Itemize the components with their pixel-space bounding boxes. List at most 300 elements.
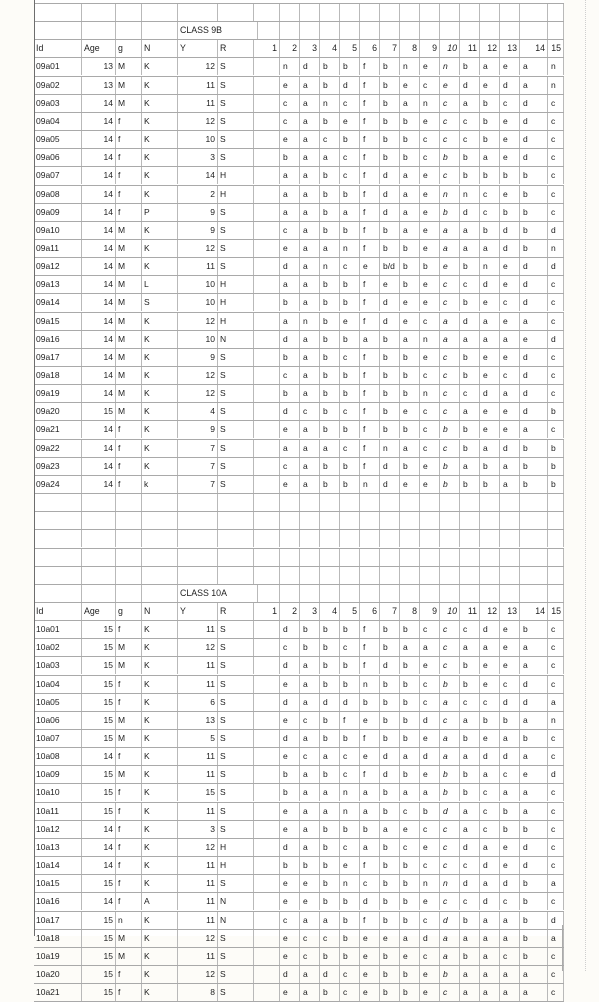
data-cell[interactable]: b [460, 258, 480, 275]
data-cell[interactable]: b [500, 712, 520, 729]
data-cell[interactable]: 9 [178, 222, 218, 239]
data-cell[interactable]: K [142, 966, 178, 983]
data-cell[interactable]: a [460, 458, 480, 475]
data-cell[interactable]: 14 [82, 294, 116, 311]
empty-cell[interactable] [254, 984, 280, 1001]
data-cell[interactable]: S [218, 222, 254, 239]
data-cell[interactable]: a [500, 331, 520, 348]
data-cell[interactable]: 11 [178, 893, 218, 910]
data-cell[interactable]: b [380, 875, 400, 892]
data-cell[interactable]: S [218, 821, 254, 838]
data-cell[interactable]: b [400, 113, 420, 130]
data-cell[interactable]: a [548, 875, 564, 892]
data-cell[interactable]: a [480, 639, 500, 656]
data-cell[interactable]: n [300, 313, 320, 330]
data-cell[interactable]: H [218, 167, 254, 184]
data-cell[interactable]: S [142, 294, 178, 311]
data-cell[interactable]: 3 [178, 149, 218, 166]
data-cell[interactable]: c [340, 839, 360, 856]
data-cell[interactable]: 15 [82, 621, 116, 638]
empty-cell[interactable] [520, 22, 548, 39]
data-cell[interactable]: b [460, 476, 480, 493]
data-cell[interactable]: b [440, 204, 460, 221]
data-cell[interactable]: S [218, 748, 254, 765]
data-cell[interactable]: b [520, 240, 548, 257]
data-cell[interactable]: b [548, 403, 564, 420]
data-cell[interactable]: b [380, 113, 400, 130]
data-cell[interactable]: c [480, 803, 500, 820]
data-cell[interactable]: c [440, 167, 460, 184]
data-cell[interactable]: e [500, 403, 520, 420]
data-cell[interactable]: 15 [82, 966, 116, 983]
data-cell[interactable]: b [380, 676, 400, 693]
data-cell[interactable]: 09a03 [34, 95, 82, 112]
data-cell[interactable]: a [400, 440, 420, 457]
data-cell[interactable]: f [116, 204, 142, 221]
data-cell[interactable]: 10 [178, 276, 218, 293]
data-cell[interactable]: c [280, 639, 300, 656]
data-cell[interactable]: 14 [82, 276, 116, 293]
data-cell[interactable]: M [116, 385, 142, 402]
data-cell[interactable]: e [400, 948, 420, 965]
empty-cell[interactable] [116, 549, 142, 566]
empty-cell[interactable] [548, 4, 564, 21]
data-cell[interactable]: f [360, 186, 380, 203]
data-cell[interactable]: a [500, 458, 520, 475]
data-cell[interactable]: f [116, 839, 142, 856]
empty-cell[interactable] [218, 512, 254, 529]
data-cell[interactable]: a [548, 694, 564, 711]
data-cell[interactable]: 09a24 [34, 476, 82, 493]
data-cell[interactable]: a [400, 186, 420, 203]
data-cell[interactable]: a [300, 821, 320, 838]
data-cell[interactable]: d [520, 403, 548, 420]
data-cell[interactable]: n [548, 240, 564, 257]
data-cell[interactable]: f [116, 676, 142, 693]
data-cell[interactable]: K [142, 131, 178, 148]
column-header[interactable]: R [218, 40, 254, 57]
data-cell[interactable]: b [380, 621, 400, 638]
empty-cell[interactable] [420, 585, 440, 602]
data-cell[interactable]: e [420, 893, 440, 910]
data-cell[interactable]: c [460, 276, 480, 293]
empty-cell[interactable] [254, 186, 280, 203]
empty-cell[interactable] [280, 549, 300, 566]
data-cell[interactable]: 09a10 [34, 222, 82, 239]
empty-cell[interactable] [360, 567, 380, 584]
data-cell[interactable]: N [218, 331, 254, 348]
data-cell[interactable]: b [340, 421, 360, 438]
data-cell[interactable]: K [142, 657, 178, 674]
data-cell[interactable]: c [440, 294, 460, 311]
data-cell[interactable]: e [420, 349, 440, 366]
data-cell[interactable]: c [300, 948, 320, 965]
empty-cell[interactable] [254, 821, 280, 838]
data-cell[interactable]: e [480, 676, 500, 693]
data-cell[interactable]: c [400, 803, 420, 820]
data-cell[interactable]: c [440, 367, 460, 384]
data-cell[interactable]: b [400, 857, 420, 874]
column-header[interactable]: 4 [320, 603, 340, 620]
data-cell[interactable]: b [440, 476, 460, 493]
empty-cell[interactable] [480, 494, 500, 511]
empty-cell[interactable] [440, 530, 460, 547]
data-cell[interactable]: b [520, 948, 548, 965]
data-cell[interactable]: c [548, 313, 564, 330]
empty-cell[interactable] [254, 367, 280, 384]
data-cell[interactable]: b [380, 857, 400, 874]
data-cell[interactable]: c [548, 113, 564, 130]
data-cell[interactable]: c [420, 421, 440, 438]
data-cell[interactable]: b [340, 222, 360, 239]
empty-cell[interactable] [254, 167, 280, 184]
data-cell[interactable]: a [400, 331, 420, 348]
data-cell[interactable]: S [218, 458, 254, 475]
data-cell[interactable]: e [380, 930, 400, 947]
data-cell[interactable]: a [320, 912, 340, 929]
data-cell[interactable]: n [116, 912, 142, 929]
data-cell[interactable]: f [360, 440, 380, 457]
data-cell[interactable]: c [280, 113, 300, 130]
data-cell[interactable]: a [480, 948, 500, 965]
empty-cell[interactable] [254, 948, 280, 965]
empty-cell[interactable] [142, 530, 178, 547]
data-cell[interactable]: a [480, 240, 500, 257]
data-cell[interactable]: f [116, 875, 142, 892]
data-cell[interactable]: e [280, 77, 300, 94]
empty-cell[interactable] [254, 4, 280, 21]
data-cell[interactable]: a [460, 930, 480, 947]
data-cell[interactable]: a [300, 784, 320, 801]
data-cell[interactable]: f [360, 367, 380, 384]
data-cell[interactable]: M [116, 712, 142, 729]
data-cell[interactable]: e [280, 984, 300, 1001]
empty-cell[interactable] [178, 530, 218, 547]
data-cell[interactable]: a [480, 984, 500, 1001]
data-cell[interactable]: 09a23 [34, 458, 82, 475]
data-cell[interactable]: a [440, 222, 460, 239]
empty-cell[interactable] [142, 549, 178, 566]
empty-cell[interactable] [548, 549, 564, 566]
empty-cell[interactable] [254, 240, 280, 257]
data-cell[interactable]: a [400, 204, 420, 221]
data-cell[interactable]: a [520, 657, 548, 674]
data-cell[interactable]: f [116, 476, 142, 493]
column-header[interactable]: Y [178, 40, 218, 57]
data-cell[interactable]: M [116, 331, 142, 348]
data-cell[interactable]: c [548, 167, 564, 184]
data-cell[interactable]: d [280, 403, 300, 420]
data-cell[interactable]: c [548, 349, 564, 366]
empty-cell[interactable] [280, 567, 300, 584]
data-cell[interactable]: a [500, 784, 520, 801]
data-cell[interactable]: a [460, 95, 480, 112]
data-cell[interactable]: 14 [82, 204, 116, 221]
data-cell[interactable]: d [548, 912, 564, 929]
column-header[interactable]: Age [82, 603, 116, 620]
data-cell[interactable]: a [500, 984, 520, 1001]
data-cell[interactable]: e [360, 712, 380, 729]
data-cell[interactable]: b [460, 766, 480, 783]
data-cell[interactable]: b [400, 131, 420, 148]
empty-cell[interactable] [254, 712, 280, 729]
empty-cell[interactable] [340, 494, 360, 511]
empty-cell[interactable] [460, 4, 480, 21]
data-cell[interactable]: f [116, 167, 142, 184]
data-cell[interactable]: 14 [82, 149, 116, 166]
data-cell[interactable]: 14 [178, 167, 218, 184]
data-cell[interactable]: 4 [178, 403, 218, 420]
data-cell[interactable]: c [500, 766, 520, 783]
data-cell[interactable]: e [280, 821, 300, 838]
data-cell[interactable]: a [300, 349, 320, 366]
data-cell[interactable]: b [320, 676, 340, 693]
data-cell[interactable]: 15 [82, 875, 116, 892]
data-cell[interactable]: b [420, 258, 440, 275]
data-cell[interactable]: d [500, 875, 520, 892]
data-cell[interactable]: 3 [178, 821, 218, 838]
empty-cell[interactable] [380, 567, 400, 584]
data-cell[interactable]: b [340, 476, 360, 493]
data-cell[interactable]: b [300, 857, 320, 874]
data-cell[interactable]: a [300, 912, 320, 929]
data-cell[interactable]: a [520, 984, 548, 1001]
empty-cell[interactable] [254, 494, 280, 511]
data-cell[interactable]: b [520, 730, 548, 747]
data-cell[interactable]: K [142, 458, 178, 475]
data-cell[interactable]: e [420, 222, 440, 239]
data-cell[interactable]: a [360, 331, 380, 348]
data-cell[interactable]: 10a16 [34, 893, 82, 910]
data-cell[interactable]: b [520, 821, 548, 838]
empty-cell[interactable] [254, 621, 280, 638]
data-cell[interactable]: b [380, 131, 400, 148]
data-cell[interactable]: K [142, 912, 178, 929]
data-cell[interactable]: b [300, 621, 320, 638]
empty-cell[interactable] [320, 512, 340, 529]
data-cell[interactable]: 10a09 [34, 766, 82, 783]
data-cell[interactable]: c [300, 748, 320, 765]
data-cell[interactable]: c [280, 458, 300, 475]
data-cell[interactable]: 10a14 [34, 857, 82, 874]
data-cell[interactable]: 15 [82, 730, 116, 747]
data-cell[interactable]: n [460, 186, 480, 203]
data-cell[interactable]: b [380, 403, 400, 420]
column-header[interactable]: 14 [520, 603, 548, 620]
data-cell[interactable]: b [320, 657, 340, 674]
data-cell[interactable]: e [500, 113, 520, 130]
data-cell[interactable]: K [142, 385, 178, 402]
data-cell[interactable]: 09a09 [34, 204, 82, 221]
data-cell[interactable]: c [340, 748, 360, 765]
data-cell[interactable]: 09a22 [34, 440, 82, 457]
data-cell[interactable]: S [218, 258, 254, 275]
data-cell[interactable]: K [142, 676, 178, 693]
data-cell[interactable]: e [500, 839, 520, 856]
empty-cell[interactable] [178, 494, 218, 511]
data-cell[interactable]: H [218, 294, 254, 311]
empty-cell[interactable] [400, 494, 420, 511]
empty-cell[interactable] [360, 512, 380, 529]
data-cell[interactable]: a [440, 930, 460, 947]
data-cell[interactable]: 13 [82, 77, 116, 94]
data-cell[interactable]: a [300, 113, 320, 130]
data-cell[interactable]: H [218, 186, 254, 203]
data-cell[interactable]: c [320, 930, 340, 947]
data-cell[interactable]: e [420, 476, 440, 493]
data-cell[interactable]: K [142, 730, 178, 747]
data-cell[interactable]: b [340, 458, 360, 475]
data-cell[interactable]: e [420, 294, 440, 311]
data-cell[interactable]: c [420, 857, 440, 874]
data-cell[interactable]: b [320, 58, 340, 75]
empty-cell[interactable] [82, 22, 116, 39]
data-cell[interactable]: c [548, 676, 564, 693]
data-cell[interactable]: d [500, 748, 520, 765]
data-cell[interactable]: c [280, 95, 300, 112]
data-cell[interactable]: e [280, 948, 300, 965]
data-cell[interactable]: e [280, 875, 300, 892]
data-cell[interactable]: e [400, 313, 420, 330]
empty-cell[interactable] [116, 4, 142, 21]
data-cell[interactable]: a [480, 875, 500, 892]
data-cell[interactable]: a [360, 784, 380, 801]
data-cell[interactable]: f [340, 712, 360, 729]
data-cell[interactable]: K [142, 421, 178, 438]
empty-cell[interactable] [520, 4, 548, 21]
data-cell[interactable]: b [380, 912, 400, 929]
data-cell[interactable]: e [500, 149, 520, 166]
data-cell[interactable]: M [116, 367, 142, 384]
data-cell[interactable]: f [360, 421, 380, 438]
empty-cell[interactable] [254, 748, 280, 765]
data-cell[interactable]: M [116, 294, 142, 311]
empty-cell[interactable] [440, 494, 460, 511]
data-cell[interactable]: d [480, 893, 500, 910]
data-cell[interactable]: S [218, 657, 254, 674]
empty-cell[interactable] [300, 494, 320, 511]
data-cell[interactable]: 09a05 [34, 131, 82, 148]
data-cell[interactable]: M [116, 403, 142, 420]
data-cell[interactable]: d [460, 204, 480, 221]
data-cell[interactable]: d [320, 694, 340, 711]
data-cell[interactable]: H [218, 276, 254, 293]
empty-cell[interactable] [300, 4, 320, 21]
data-cell[interactable]: b [380, 367, 400, 384]
data-cell[interactable]: K [142, 712, 178, 729]
data-cell[interactable]: b [548, 476, 564, 493]
data-cell[interactable]: 12 [178, 930, 218, 947]
data-cell[interactable]: e [500, 857, 520, 874]
empty-cell[interactable] [300, 567, 320, 584]
data-cell[interactable]: f [116, 694, 142, 711]
empty-cell[interactable] [254, 440, 280, 457]
data-cell[interactable]: c [300, 930, 320, 947]
data-cell[interactable]: c [440, 621, 460, 638]
data-cell[interactable]: K [142, 948, 178, 965]
data-cell[interactable]: d [380, 748, 400, 765]
data-cell[interactable]: a [400, 95, 420, 112]
data-cell[interactable]: c [360, 875, 380, 892]
data-cell[interactable]: c [500, 95, 520, 112]
data-cell[interactable]: b [548, 458, 564, 475]
section-title[interactable]: CLASS 10A [178, 585, 258, 602]
data-cell[interactable]: a [300, 240, 320, 257]
empty-cell[interactable] [280, 530, 300, 547]
data-cell[interactable]: a [300, 966, 320, 983]
data-cell[interactable]: b [440, 421, 460, 438]
data-cell[interactable]: a [480, 58, 500, 75]
data-cell[interactable]: a [480, 912, 500, 929]
data-cell[interactable]: a [300, 186, 320, 203]
empty-cell[interactable] [254, 421, 280, 438]
data-cell[interactable]: n [360, 676, 380, 693]
empty-cell[interactable] [254, 857, 280, 874]
data-cell[interactable]: a [400, 167, 420, 184]
data-cell[interactable]: d [480, 857, 500, 874]
empty-cell[interactable] [320, 4, 340, 21]
empty-cell[interactable] [280, 585, 300, 602]
empty-cell[interactable] [82, 567, 116, 584]
data-cell[interactable]: b [440, 676, 460, 693]
data-cell[interactable]: a [300, 167, 320, 184]
data-cell[interactable]: a [480, 966, 500, 983]
data-cell[interactable]: b [460, 948, 480, 965]
data-cell[interactable]: b [460, 167, 480, 184]
column-header[interactable]: 11 [460, 40, 480, 57]
data-cell[interactable]: d [548, 222, 564, 239]
data-cell[interactable]: 14 [82, 186, 116, 203]
data-cell[interactable]: 5 [178, 730, 218, 747]
data-cell[interactable]: K [142, 748, 178, 765]
data-cell[interactable]: 10a04 [34, 676, 82, 693]
data-cell[interactable]: 15 [82, 694, 116, 711]
data-cell[interactable]: e [500, 313, 520, 330]
data-cell[interactable]: d [280, 730, 300, 747]
data-cell[interactable]: b [320, 204, 340, 221]
data-cell[interactable]: c [420, 621, 440, 638]
data-cell[interactable]: e [500, 131, 520, 148]
data-cell[interactable]: a [300, 476, 320, 493]
data-cell[interactable]: a [300, 222, 320, 239]
column-header[interactable]: 1 [254, 603, 280, 620]
data-cell[interactable]: c [280, 912, 300, 929]
empty-cell[interactable] [254, 567, 280, 584]
data-cell[interactable]: e [440, 77, 460, 94]
data-cell[interactable]: c [340, 167, 360, 184]
column-header[interactable]: 9 [420, 40, 440, 57]
column-header[interactable]: 15 [548, 40, 564, 57]
data-cell[interactable]: a [440, 748, 460, 765]
data-cell[interactable]: d [520, 857, 548, 874]
data-cell[interactable]: b [400, 258, 420, 275]
data-cell[interactable]: e [500, 276, 520, 293]
data-cell[interactable]: c [340, 149, 360, 166]
data-cell[interactable]: d [520, 294, 548, 311]
data-cell[interactable]: e [420, 657, 440, 674]
data-cell[interactable]: 10a05 [34, 694, 82, 711]
data-cell[interactable]: b [400, 621, 420, 638]
data-cell[interactable]: a [460, 821, 480, 838]
column-header[interactable]: g [116, 603, 142, 620]
empty-cell[interactable] [460, 585, 480, 602]
empty-cell[interactable] [380, 4, 400, 21]
data-cell[interactable]: e [340, 857, 360, 874]
empty-cell[interactable] [280, 512, 300, 529]
data-cell[interactable]: 14 [82, 821, 116, 838]
data-cell[interactable]: f [116, 857, 142, 874]
data-cell[interactable]: b [280, 857, 300, 874]
